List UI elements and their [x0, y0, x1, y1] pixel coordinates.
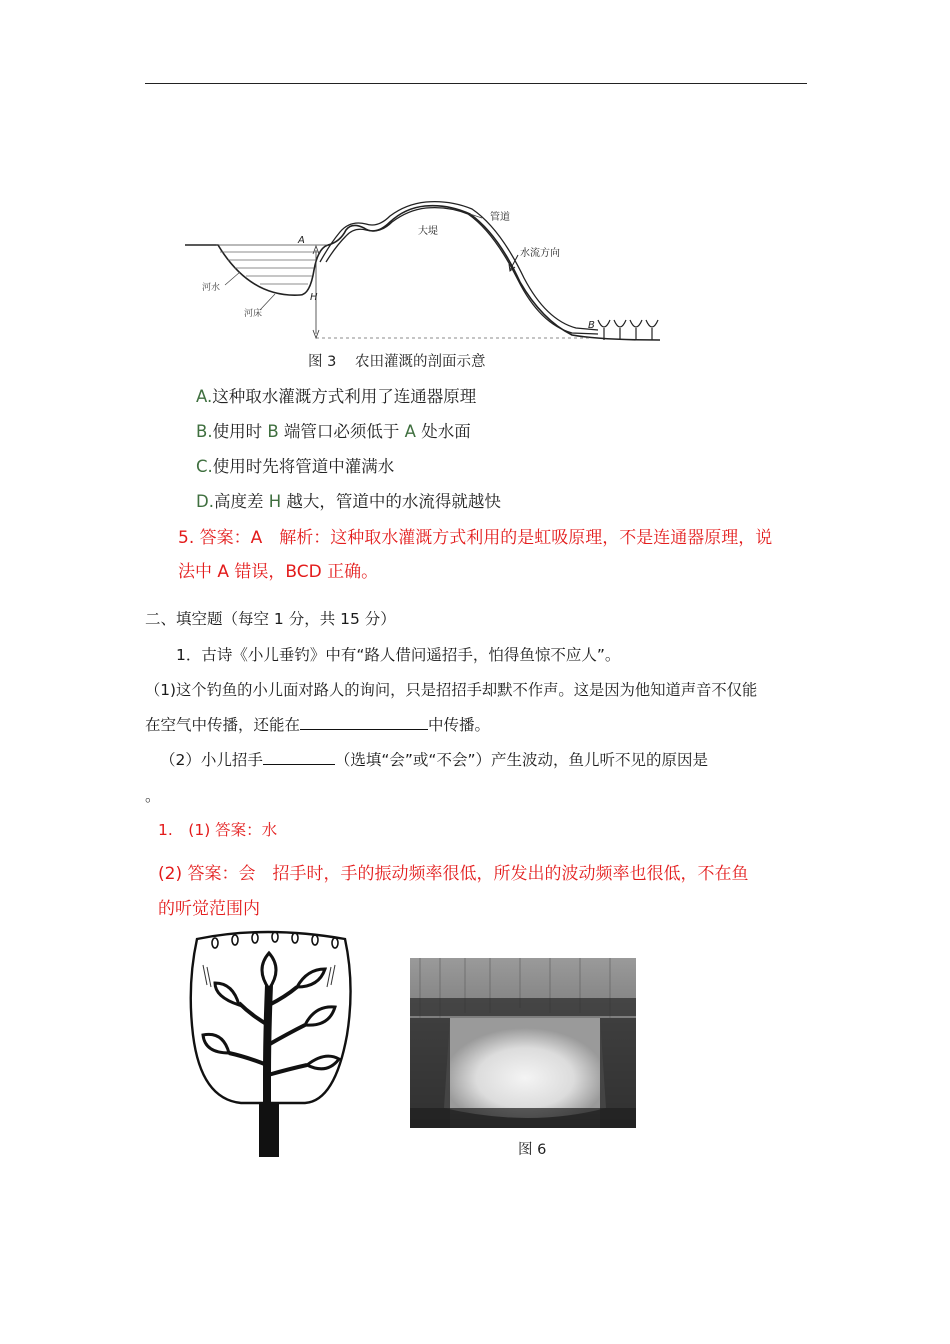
pipe	[320, 202, 598, 330]
option-b-letter-b: B	[267, 422, 279, 441]
label-h: H	[310, 292, 318, 303]
option-c	[196, 453, 394, 477]
crop-plants	[598, 320, 658, 340]
option-d-text2: 越大，管道中的水流得就越快	[281, 492, 501, 511]
option-c-prefix: C.	[196, 457, 213, 476]
label-river-bed: 河床	[244, 309, 263, 319]
question-1-part1-line1: （1)这个钓鱼的小儿面对路人的询问，只是招招手却默不作声。这是因为他知道声音不仅能	[145, 681, 758, 699]
question-1: 1．古诗《小儿垂钓》中有“路人借问遥招手，怕得鱼惊不应人”。	[176, 646, 621, 664]
answer-1-line1: 1. (1) 答案：水	[158, 821, 278, 839]
option-c-text: 使用时先将管道中灌满水	[212, 457, 395, 476]
label-flow-direction: 水流方向	[520, 248, 560, 259]
option-d-text1: 高度差	[213, 492, 269, 511]
figure-6-caption: 图 6	[518, 1142, 547, 1158]
option-b	[196, 418, 471, 442]
figure-6-photo	[410, 958, 636, 1128]
river-water	[220, 252, 320, 284]
answer-5-line2: 法中 A 错误，BCD 正确。	[178, 562, 379, 582]
option-d-letter-h: H	[268, 492, 282, 511]
label-river-water: 河水	[202, 283, 221, 293]
question-1-part2-end: 。	[145, 787, 161, 805]
question-1-part1-line2	[145, 713, 490, 735]
plant-bag-illustration	[185, 925, 355, 1157]
answer-blank-1[interactable]	[300, 715, 428, 730]
embankment	[328, 206, 660, 340]
figure-3-caption-text: 农田灌溉的剖面示意	[354, 354, 486, 370]
answer-blank-2[interactable]	[263, 750, 335, 765]
option-a-text: 这种取水灌溉方式利用了连通器原理	[212, 387, 477, 406]
option-d-prefix: D.	[196, 492, 214, 511]
option-b-text3: 处水面	[415, 422, 471, 441]
q1-part2-text-b: （选填“会”或“不会”）产生波动，鱼儿听不见的原因是	[334, 751, 708, 769]
option-a-prefix: A.	[196, 387, 213, 406]
question-1-part2	[160, 748, 708, 770]
label-dam: 大堤	[418, 226, 438, 237]
figure-3-caption	[308, 350, 485, 371]
figure-3-caption-num: 图 3	[308, 354, 337, 370]
option-b-letter-a: A	[404, 422, 416, 441]
q1-part2-text-a: （2）小儿招手	[160, 751, 263, 769]
label-a: A	[298, 235, 305, 246]
answer-5-line1: 5. 答案：A 解析：这种取水灌溉方式利用的是虹吸原理，不是连通器原理，说	[178, 528, 773, 548]
figure-3-irrigation-diagram	[180, 200, 670, 350]
answer-1-line3: 的听觉范围内	[158, 899, 260, 919]
option-b-text2: 端管口必须低于	[278, 422, 405, 441]
q1-part1-text-b: 中传播。	[428, 716, 491, 734]
q1-part1-text-a: 在空气中传播，还能在	[145, 716, 301, 734]
label-b: B	[588, 320, 595, 331]
option-a	[196, 383, 476, 407]
option-b-prefix: B.	[196, 422, 213, 441]
option-d	[196, 488, 501, 512]
label-pipe: 管道	[490, 212, 510, 223]
header-rule	[145, 83, 807, 84]
option-b-text1: 使用时	[212, 422, 268, 441]
section-2-heading: 二、填空题（每空 1 分，共 15 分）	[145, 610, 396, 628]
answer-1-line2: (2) 答案：会 招手时，手的振动频率很低，所发出的波动频率也很低，不在鱼	[158, 864, 749, 884]
